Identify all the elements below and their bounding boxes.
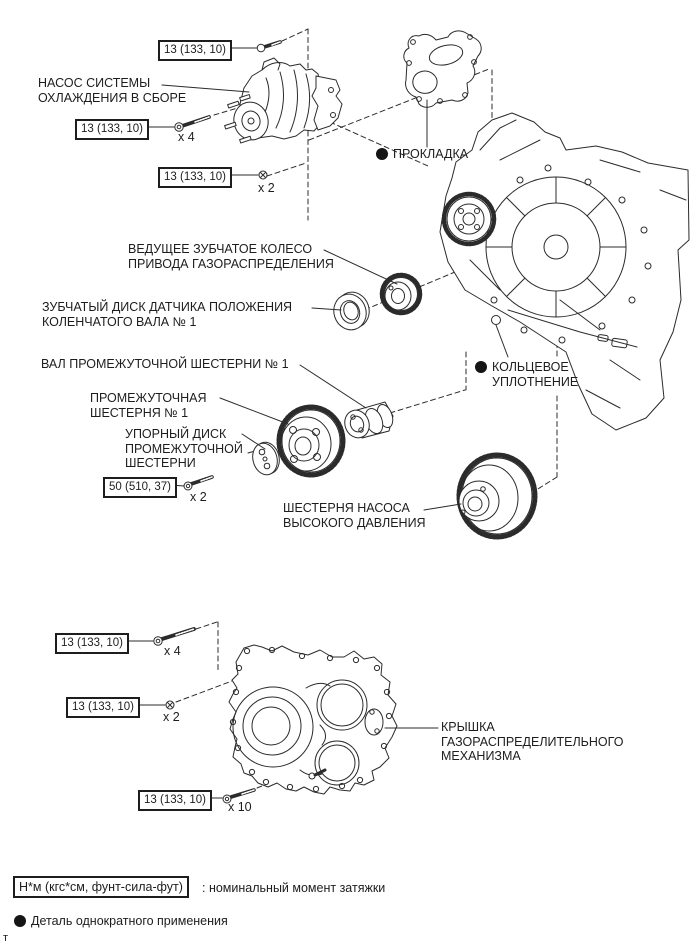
legend-single-use [14,914,228,929]
label-line: КОЛЕНЧАТОГО ВАЛА № 1 [42,314,197,329]
label-line: ЗУБЧАТЫЙ ДИСК ДАТЧИКА ПОЛОЖЕНИЯ [42,300,293,314]
label-line: ГАЗОРАСПРЕДЕЛИТЕЛЬНОГО [441,734,624,749]
o-ring-part [492,316,501,325]
label-line: ПРОКЛАДКА [393,147,469,161]
legend-single-use-text: Деталь однократного применения [31,914,228,928]
label-line: ОХЛАЖДЕНИЯ В СБОРЕ [38,90,187,105]
single-use-bullet-icon [14,915,26,927]
label-lines [492,360,578,389]
label-line: ШЕСТЕРНИ [125,456,196,470]
label-line: МЕХАНИЗМА [441,749,521,763]
label-timing-drive-gear [128,242,334,271]
bolt-icon-idler [184,477,212,490]
torque-box-water-pump-x4: 13 (133, 10) [75,119,149,140]
legend-torque-unit-box: Н*м (кгс*см, фунт-сила-фут) [13,876,189,898]
label-line: ПРИВОДА ГАЗОРАСПРЕДЕЛЕНИЯ [128,256,334,271]
idler-gear-drawing [279,407,343,475]
label-line: ШЕСТЕРНЯ № 1 [90,405,189,420]
torque-box-cover-x2: 13 (133, 10) [66,697,140,718]
label-crank-sensor-plate [42,300,292,329]
bolt-icon-top [257,42,280,52]
label-line: КРЫШКА [441,720,495,734]
water-pump-drawing [225,58,342,144]
count-water-pump-bolts: x 4 [178,130,195,144]
count-cover-bolts-a: x 4 [164,644,181,658]
label-gasket [376,147,468,162]
label-idler-thrust-plate [125,427,243,471]
label-line: ВЕДУЩЕЕ ЗУБЧАТОЕ КОЛЕСО [128,242,313,256]
label-idler-gear-shaft [41,357,289,372]
nut-icon-x2 [259,171,267,179]
timing-drive-gear-drawing [382,275,420,313]
nut-icon-cover-x2 [166,701,174,709]
single-use-bullet-icon [475,361,487,373]
torque-box-water-pump-x2: 13 (133, 10) [158,167,232,188]
label-idler-gear [90,391,207,420]
torque-box-cover-x10: 13 (133, 10) [138,790,212,811]
label-line: ВЫСОКОГО ДАВЛЕНИЯ [283,515,426,530]
label-line: НАСОС СИСТЕМЫ [38,76,151,90]
label-line: ШЕСТЕРНЯ НАСОСА [283,501,410,515]
count-water-pump-nuts: x 2 [258,181,275,195]
label-line: УПОРНЫЙ ДИСК [125,427,227,441]
gasket-drawing [404,31,481,107]
label-hp-pump-gear [283,501,426,530]
label-o-ring [475,360,578,389]
label-timing-cover [441,720,623,764]
legend-torque-description: : номинальный момент затяжки [202,881,386,895]
label-line: УПЛОТНЕНИЕ [492,374,579,389]
single-use-bullet-icon [376,148,388,160]
label-line: КОЛЬЦЕВОЕ [492,360,569,374]
hp-pump-gear-drawing [459,455,535,537]
torque-box-water-pump-top: 13 (133, 10) [158,40,232,61]
stray-character: т [3,932,9,944]
idler-shaft-drawing [341,402,396,441]
torque-box-cover-x4: 13 (133, 10) [55,633,129,654]
torque-box-idler-gear: 50 (510, 37) [103,477,177,498]
count-idler-bolts: x 2 [190,490,207,504]
label-line: ВАЛ ПРОМЕЖУТОЧНОЙ ШЕСТЕРНИ № 1 [41,357,289,371]
label-line: ПРОМЕЖУТОЧНОЙ [125,441,243,456]
crank-sensor-plate-drawing [329,288,374,334]
bolt-icon-cover-x4 [154,629,194,645]
timing-cover-drawing [229,645,397,794]
label-water-pump [38,76,186,105]
label-line: ПРОМЕЖУТОЧНАЯ [90,391,207,405]
count-cover-bolts-b: x 10 [228,800,252,814]
count-cover-nuts: x 2 [163,710,180,724]
